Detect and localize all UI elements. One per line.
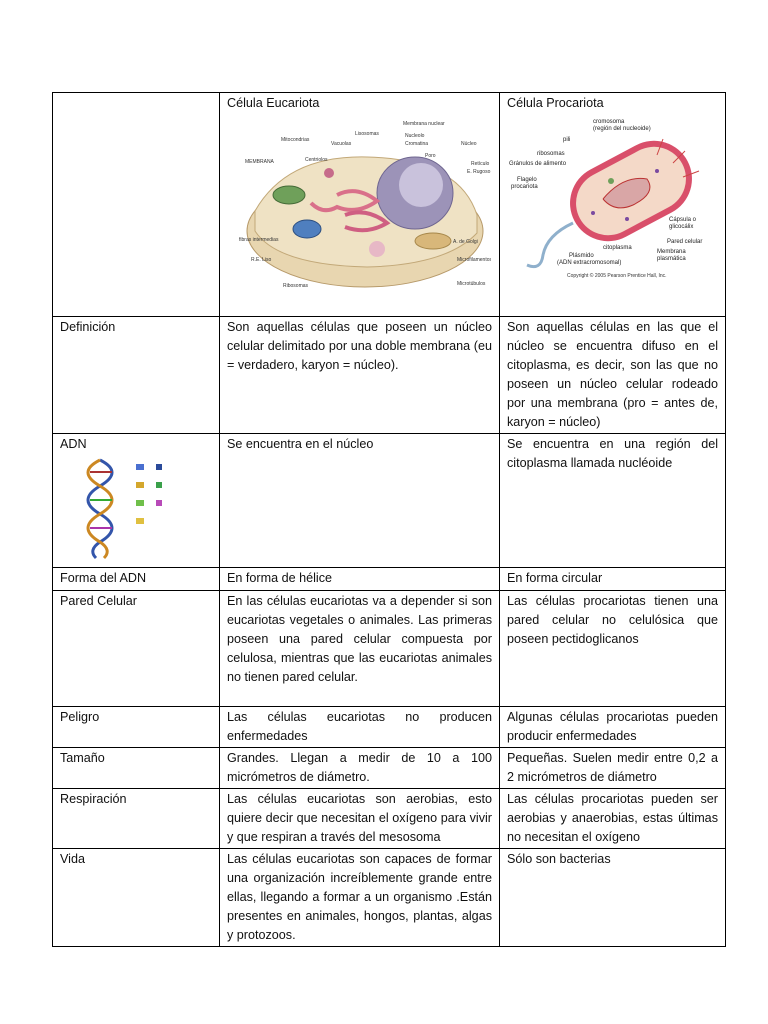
vesicle-shape: [293, 220, 321, 238]
label-rugoso: E. Rugoso: [467, 169, 491, 175]
prokaryote-value: Pequeñas. Suelen medir entre 0,2 a 2 micrómetros de diámetro: [500, 748, 726, 789]
nucleotide-icon: [136, 464, 144, 470]
row-label: ADN: [60, 437, 87, 451]
header-empty-cell: [53, 93, 220, 317]
label-cromatina: Cromatina: [405, 141, 429, 147]
label-vacuolas: Vacuolas: [331, 141, 352, 147]
prokaryote-value: Son aquellas células en las que el núcleo se encuentra difuso en el citoplasma, es decir, son las que no poseen un núcleo celular rodeado por una membrana (pro = antes de, karyon = núcleo): [500, 317, 726, 434]
label-nucleo: Núcleo: [461, 141, 477, 147]
header-row: [53, 93, 726, 317]
eukaryote-value: Las células eucariotas no producen enfermedades: [220, 707, 500, 748]
label-membrana: Membrana: [657, 249, 686, 255]
label-membrana: MEMBRANA: [245, 159, 274, 165]
ribosome-dot: [591, 211, 595, 215]
nucleotide-icon: [136, 518, 144, 524]
eukaryote-value: Son aquellas células que poseen un núcleo celular delimitado por una doble membrana (eu = verdadero, karyon = núcleo).: [220, 317, 500, 434]
row-label: Pared Celular: [53, 591, 220, 707]
nucleotide-icon: [156, 500, 162, 506]
eukaryotic-cell-diagram: [227, 115, 492, 303]
label-glicocalix: glicocálix: [669, 224, 694, 230]
label-mitocondrias: Mitocondrias: [281, 137, 310, 143]
prokaryote-value: Se encuentra en una región del citoplasma llamada nucléoide: [500, 434, 726, 568]
label-microfilamentos: Microfilamentos: [457, 257, 491, 263]
row-pared-celular: [53, 591, 726, 707]
header-prokaryote-title: Célula Procariota: [507, 96, 604, 110]
eukaryote-value: Las células eucariotas son capaces de formar una organización increíblemente grande entre ellas, llegando a formar a un organismo .Están presentes en animales, hongos, plantas, algas y protozoos.: [220, 849, 500, 947]
label-copyright: Copyright © 2005 Pearson Prentice Hall, Inc.: [567, 273, 667, 279]
label-citoplasma: citoplasma: [603, 245, 632, 251]
nucleolus-shape: [399, 163, 443, 207]
eukaryote-value: Se encuentra en el núcleo: [220, 434, 500, 568]
label-pili: pili: [563, 137, 571, 143]
row-label: Forma del ADN: [53, 568, 220, 591]
comparison-table: [52, 92, 726, 947]
label-lisosomas: Lisosomas: [355, 131, 379, 137]
eukaryote-value: En forma de hélice: [220, 568, 500, 591]
label-ribosomas: Ribosomas: [283, 283, 309, 289]
row-label: Tamaño: [53, 748, 220, 789]
label-flagelo: Flagelo: [517, 177, 537, 183]
vacuole-shape: [415, 233, 451, 249]
eukaryote-value: Grandes. Llegan a medir de 10 a 100 micrómetros de diámetro.: [220, 748, 500, 789]
food-granule: [608, 178, 614, 184]
prokaryote-value: Sólo son bacterias: [500, 849, 726, 947]
label-region-nucleoide: (región del nucleoide): [593, 126, 651, 132]
row-vida: [53, 849, 726, 947]
mitochondria-shape: [273, 186, 305, 204]
row-label: Respiración: [53, 789, 220, 849]
dna-helix-illustration: [60, 456, 212, 566]
label-ribosomas: ribosomas: [537, 151, 565, 157]
lysosome-shape: [369, 241, 385, 257]
header-prokaryote-cell: [500, 93, 726, 317]
prokaryote-value: Las células procariotas tienen una pared celular no celulósica que poseen pectidoglicanos: [500, 591, 726, 707]
eukaryote-value: En las células eucariotas va a depender si son eucariotas vegetales o animales. Las primeras poseen una pared celular compuesta por celulosa, mientras que las eucariotas animales no tienen pared celular.: [220, 591, 500, 707]
prokaryote-value: En forma circular: [500, 568, 726, 591]
row-adn: [53, 434, 726, 568]
header-eukaryote-cell: [220, 93, 500, 317]
row-label: Peligro: [53, 707, 220, 748]
label-reticulo: Retículo: [471, 161, 490, 167]
label-microtubulos: Microtúbulos: [457, 281, 486, 287]
label-golgi: A. de Golgi: [453, 239, 478, 245]
ribosome-dot: [655, 169, 659, 173]
label-capsula: Cápsula o: [669, 217, 697, 223]
label-granulos: Gránulos de alimento: [509, 161, 567, 167]
label-poro: Poro: [425, 153, 436, 159]
row-tamano: [53, 748, 726, 789]
row-label: Vida: [53, 849, 220, 947]
label-re-liso: R.E. Liso: [251, 257, 272, 263]
nucleotide-icon: [136, 482, 144, 488]
centriole-shape: [324, 168, 334, 178]
label-pared: Pared celular: [667, 239, 703, 245]
row-definicion: [53, 317, 726, 434]
prokaryotic-cell-diagram: [507, 115, 718, 289]
label-plasmido: Plásmido: [569, 253, 594, 259]
label-adn-extra: (ADN extracromosomal): [557, 260, 622, 266]
prokaryote-value: Algunas células procariotas pueden producir enfermedades: [500, 707, 726, 748]
label-membrana-nuclear: Membrana nuclear: [403, 121, 445, 127]
row-respiracion: [53, 789, 726, 849]
ribosome-dot: [625, 217, 629, 221]
eukaryote-value: Las células eucariotas son aerobias, esto quiere decir que necesitan el oxígeno para vivir y que respiran a través del mesosoma: [220, 789, 500, 849]
label-fibras: fibras intermedias: [239, 237, 279, 243]
prokaryote-value: Las células procariotas pueden ser aerobias y anaerobias, estas últimas no necesitan el oxígeno: [500, 789, 726, 849]
row-peligro: [53, 707, 726, 748]
row-label-cell: [53, 434, 220, 568]
nucleotide-icon: [156, 482, 162, 488]
label-plasmatica: plasmática: [657, 256, 686, 262]
label-procariota: procariota: [511, 184, 538, 190]
row-label: Definición: [53, 317, 220, 434]
label-centriolos: Centriolos: [305, 157, 328, 163]
row-forma-adn: [53, 568, 726, 591]
label-cromosoma: cromosoma: [593, 119, 625, 125]
nucleotide-icon: [136, 500, 144, 506]
nucleotide-icon: [156, 464, 162, 470]
header-eukaryote-title: Célula Eucariota: [227, 96, 320, 110]
label-nucleolo: Nucleolo: [405, 133, 425, 139]
